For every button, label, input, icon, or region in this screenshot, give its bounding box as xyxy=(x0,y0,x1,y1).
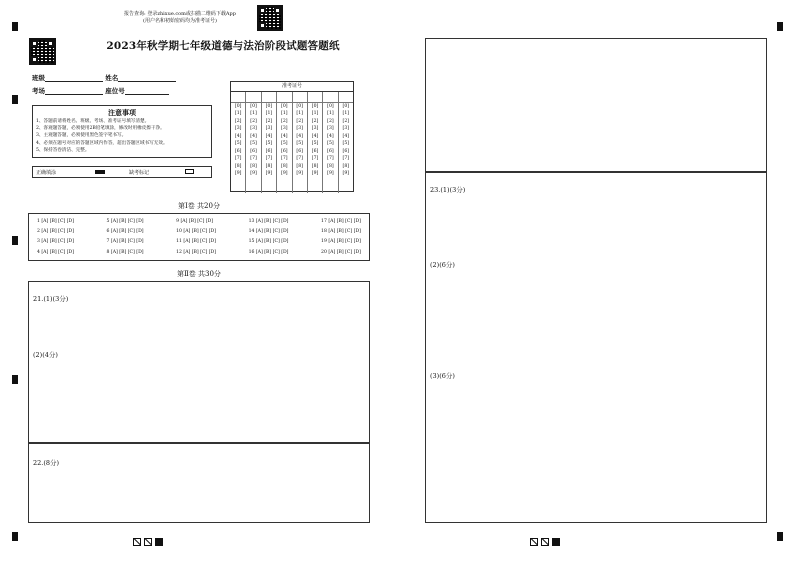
exam-id-bubble[interactable]: [6] xyxy=(327,148,334,154)
exam-id-bubble[interactable]: [4] xyxy=(234,133,242,139)
registration-mark xyxy=(777,22,783,31)
exam-id-columns xyxy=(231,92,353,193)
filled-box-icon xyxy=(552,538,560,546)
mc-question-row[interactable]: 10 [A] [B] [C] [D] xyxy=(176,229,217,235)
exam-id-bubble[interactable]: [6] xyxy=(250,148,257,154)
room-label: 考场 xyxy=(32,87,45,95)
mc-column xyxy=(107,217,144,258)
absent-mark-checkbox[interactable] xyxy=(185,169,194,174)
exam-id-bubble[interactable]: [5] xyxy=(281,141,288,147)
exam-id-bubble[interactable]: [2] xyxy=(311,118,319,124)
qr-code-icon xyxy=(257,5,283,31)
exam-id-bubble[interactable]: [3] xyxy=(250,126,257,132)
header-line-1: 报告查询: 登录zhixue.com或扫描二维码下载App xyxy=(124,11,236,17)
correct-fill-label: 正确填涂 xyxy=(36,170,57,176)
exam-id-write-cell[interactable] xyxy=(262,92,276,103)
mc-question-row[interactable]: 18 [A] [B] [C] [D] xyxy=(321,229,361,235)
exam-id-bubble[interactable]: [4] xyxy=(281,133,288,139)
exam-id-bubble[interactable]: [5] xyxy=(234,141,242,147)
name-field[interactable] xyxy=(118,75,176,82)
mc-question-row[interactable]: 12 [A] [B] [C] [D] xyxy=(176,249,217,255)
exam-id-bubble[interactable]: [2] xyxy=(265,118,273,124)
exam-id-bubble[interactable]: [9] xyxy=(265,170,273,176)
exam-id-bubble[interactable]: [5] xyxy=(311,141,319,147)
exam-id-bubble[interactable]: [1] xyxy=(296,111,303,117)
footer-page-marks xyxy=(530,531,563,550)
exam-id-bubble[interactable]: [4] xyxy=(311,133,319,139)
notice-item: 3、主观题答题，必须使用黑色签字笔书写。 xyxy=(36,133,127,139)
exam-id-bubble[interactable]: [0] xyxy=(327,104,334,109)
registration-mark xyxy=(12,375,18,384)
question-21-2-label: (2)(4分) xyxy=(33,351,58,359)
mc-question-row[interactable]: 2 [A] [B] [C] [D] xyxy=(37,229,74,235)
exam-id-bubble[interactable]: [8] xyxy=(342,163,350,169)
exam-id-bubble[interactable]: [0] xyxy=(234,104,242,109)
mc-question-row[interactable]: 17 [A] [B] [C] [D] xyxy=(321,219,361,224)
mc-question-row[interactable]: 20 [A] [B] [C] [D] xyxy=(321,249,361,255)
question-22-label: 22.(8分) xyxy=(33,459,60,467)
header-line-2: (用户名和初始密码均为准考证号) xyxy=(143,18,217,24)
exam-id-bubble[interactable]: [2] xyxy=(327,118,334,124)
exam-id-bubble[interactable]: [4] xyxy=(296,133,303,139)
exam-id-bubble[interactable]: [9] xyxy=(296,170,303,176)
exam-id-bubble[interactable]: [8] xyxy=(327,163,334,169)
exam-id-bubble[interactable]: [6] xyxy=(296,148,303,154)
exam-id-bubble[interactable]: [4] xyxy=(265,133,273,139)
exam-id-bubble[interactable]: [5] xyxy=(342,141,350,147)
section2-title: 第Ⅱ卷 共30分 xyxy=(177,270,221,278)
exam-id-bubble[interactable]: [4] xyxy=(327,133,334,139)
exam-id-bubble[interactable]: [5] xyxy=(296,141,303,147)
exam-id-column xyxy=(246,92,261,193)
filled-box-icon xyxy=(155,538,163,546)
exam-id-title: 准考证号 xyxy=(231,82,353,92)
mc-column xyxy=(321,217,361,258)
answer-area-21[interactable] xyxy=(28,281,370,443)
exam-id-column xyxy=(308,92,323,193)
exam-id-bubble[interactable]: [9] xyxy=(311,170,319,176)
exam-id-write-cell[interactable] xyxy=(308,92,322,103)
mc-question-row[interactable]: 3 [A] [B] [C] [D] xyxy=(37,239,74,245)
notice-item: 2、客观题答题，必须使用2B铅笔填涂，修改时用橡皮擦干净。 xyxy=(36,126,165,132)
registration-mark xyxy=(12,532,18,541)
exam-id-write-cell[interactable] xyxy=(339,92,353,103)
question-21-1-label: 21.(1)(3分) xyxy=(33,295,69,303)
exam-id-column xyxy=(339,92,353,193)
mc-question-row[interactable]: 5 [A] [B] [C] [D] xyxy=(106,219,144,224)
mc-column xyxy=(37,217,74,258)
mc-question-row[interactable]: 6 [A] [B] [C] [D] xyxy=(106,229,144,235)
exam-id-bubble[interactable]: [8] xyxy=(250,163,257,169)
answer-area-23[interactable] xyxy=(425,172,767,523)
exam-id-bubble[interactable]: [1] xyxy=(265,111,273,117)
seat-field[interactable] xyxy=(125,88,169,95)
exam-id-bubble[interactable]: [3] xyxy=(327,126,334,132)
legend-box xyxy=(32,166,212,178)
exam-id-write-cell[interactable] xyxy=(323,92,337,103)
notice-box xyxy=(32,105,212,158)
exam-id-bubble[interactable]: [2] xyxy=(342,118,350,124)
question-23-2-label: (2)(6分) xyxy=(430,261,455,269)
exam-id-bubble[interactable]: [5] xyxy=(250,141,257,147)
question-23-1-label: 23.(1)(3分) xyxy=(430,186,466,194)
slash-box-icon xyxy=(133,538,141,546)
class-field-row xyxy=(32,73,176,82)
slash-box-icon xyxy=(144,538,152,546)
footer-page-marks xyxy=(133,531,166,550)
exam-id-bubble[interactable]: [0] xyxy=(311,104,319,109)
slash-box-icon xyxy=(541,538,549,546)
exam-id-column xyxy=(323,92,338,193)
registration-mark xyxy=(12,95,18,104)
exam-id-bubble[interactable]: [5] xyxy=(327,141,334,147)
exam-id-bubble[interactable]: [2] xyxy=(250,118,257,124)
exam-id-bubble[interactable]: [4] xyxy=(342,133,350,139)
notice-item: 4、必须在题号对应的答题区域内作答，超出答题区域书写无效。 xyxy=(36,140,168,146)
mc-grid xyxy=(29,214,369,258)
exam-id-bubble[interactable]: [8] xyxy=(281,163,288,169)
section1-title: 第Ⅰ卷 共20分 xyxy=(178,202,220,210)
exam-id-bubble[interactable]: [9] xyxy=(342,170,350,176)
exam-id-bubble[interactable]: [3] xyxy=(342,126,350,132)
exam-id-bubble[interactable]: [8] xyxy=(265,163,273,169)
exam-id-bubble[interactable]: [8] xyxy=(311,163,319,169)
exam-id-bubble[interactable]: [8] xyxy=(296,163,303,169)
exam-id-bubble[interactable]: [8] xyxy=(234,163,242,169)
mc-question-row[interactable]: 9 [A] [B] [C] [D] xyxy=(176,219,214,224)
absent-mark-label: 缺考标记 xyxy=(129,170,150,176)
exam-id-bubble[interactable]: [4] xyxy=(250,133,257,139)
exam-id-bubble[interactable]: [9] xyxy=(234,170,242,176)
exam-id-column xyxy=(262,92,277,193)
exam-id-bubble[interactable]: [9] xyxy=(250,170,257,176)
room-field[interactable] xyxy=(45,88,103,95)
exam-id-bubble[interactable]: [2] xyxy=(296,118,303,124)
exam-id-bubble[interactable]: [2] xyxy=(234,118,242,124)
exam-id-bubble[interactable]: [7] xyxy=(311,156,319,162)
exam-id-bubble[interactable]: [7] xyxy=(281,156,288,162)
exam-id-bubble[interactable]: [1] xyxy=(250,111,257,117)
registration-mark xyxy=(12,236,18,245)
qr-code-icon xyxy=(29,38,56,65)
mc-column xyxy=(249,217,289,258)
mc-question-row[interactable]: 1 [A] [B] [C] [D] xyxy=(37,219,74,224)
exam-id-bubble[interactable]: [3] xyxy=(281,126,288,132)
exam-id-bubble[interactable]: [3] xyxy=(234,126,242,132)
exam-id-bubble[interactable]: [0] xyxy=(342,104,350,109)
exam-id-bubble[interactable]: [1] xyxy=(234,111,242,117)
correct-fill-sample xyxy=(95,170,105,174)
name-label: 姓名 xyxy=(105,74,119,82)
notice-item: 1、答题前请将姓名、班级、考场、准考证号填写清楚。 xyxy=(36,119,150,124)
exam-id-column xyxy=(293,92,308,193)
mc-column xyxy=(176,217,216,258)
exam-id-column xyxy=(277,92,292,193)
exam-id-bubble[interactable]: [1] xyxy=(311,111,319,117)
mc-question-row[interactable]: 16 [A] [B] [C] [D] xyxy=(248,249,289,255)
seat-label: 座位号 xyxy=(105,87,125,95)
mc-question-row[interactable]: 8 [A] [B] [C] [D] xyxy=(106,249,144,255)
mc-question-row[interactable]: 14 [A] [B] [C] [D] xyxy=(248,229,289,235)
mc-question-row[interactable]: 4 [A] [B] [C] [D] xyxy=(37,249,74,255)
exam-id-bubble[interactable]: [3] xyxy=(311,126,319,132)
exam-id-bubble[interactable]: [6] xyxy=(342,148,350,154)
page-title: 2023年秋学期七年级道德与法治阶段试题答题纸 xyxy=(106,40,340,52)
mc-question-row[interactable]: 15 [A] [B] [C] [D] xyxy=(248,239,289,245)
exam-id-bubble[interactable]: [7] xyxy=(327,156,334,162)
exam-id-bubble[interactable]: [0] xyxy=(265,104,273,109)
section1-box xyxy=(28,213,370,261)
exam-id-column xyxy=(231,92,246,193)
exam-id-bubble[interactable]: [6] xyxy=(234,148,242,154)
exam-id-box xyxy=(230,81,354,192)
exam-id-bubble[interactable]: [1] xyxy=(342,111,350,117)
room-field-row xyxy=(32,86,169,95)
exam-id-write-cell[interactable] xyxy=(293,92,307,103)
exam-id-write-cell[interactable] xyxy=(246,92,260,103)
exam-id-bubble[interactable]: [0] xyxy=(281,104,288,109)
exam-id-bubble[interactable]: [7] xyxy=(234,156,242,162)
answer-area-22[interactable] xyxy=(28,443,370,523)
mc-question-row[interactable]: 11 [A] [B] [C] [D] xyxy=(176,239,217,245)
header-info xyxy=(110,11,250,25)
exam-id-bubble[interactable]: [6] xyxy=(311,148,319,154)
exam-id-bubble[interactable]: [7] xyxy=(296,156,303,162)
exam-id-bubble[interactable]: [9] xyxy=(327,170,334,176)
mc-question-row[interactable]: 19 [A] [B] [C] [D] xyxy=(321,239,361,245)
exam-id-bubble[interactable]: [2] xyxy=(281,118,288,124)
exam-id-bubble[interactable]: [3] xyxy=(296,126,303,132)
exam-id-bubble[interactable]: [0] xyxy=(250,104,257,109)
registration-mark xyxy=(777,532,783,541)
exam-id-bubble[interactable]: [5] xyxy=(265,141,273,147)
exam-id-bubble[interactable]: [6] xyxy=(265,148,273,154)
exam-id-bubble[interactable]: [3] xyxy=(265,126,273,132)
exam-id-bubble[interactable]: [0] xyxy=(296,104,303,109)
exam-id-write-cell[interactable] xyxy=(277,92,291,103)
answer-area-continued[interactable] xyxy=(425,38,767,172)
slash-box-icon xyxy=(530,538,538,546)
exam-id-bubble[interactable]: [7] xyxy=(250,156,257,162)
exam-id-bubble[interactable]: [1] xyxy=(327,111,334,117)
exam-id-write-cell[interactable] xyxy=(231,92,245,103)
mc-question-row[interactable]: 13 [A] [B] [C] [D] xyxy=(248,219,289,224)
registration-mark xyxy=(12,22,18,31)
notice-title: 注意事项 xyxy=(108,108,136,117)
question-23-3-label: (3)(6分) xyxy=(430,372,455,380)
class-label: 班级 xyxy=(32,74,45,82)
exam-id-bubble[interactable]: [9] xyxy=(281,170,288,176)
exam-id-bubble[interactable]: [1] xyxy=(281,111,288,117)
exam-id-bubble[interactable]: [7] xyxy=(342,156,350,162)
exam-id-bubble[interactable]: [7] xyxy=(265,156,273,162)
class-field[interactable] xyxy=(45,75,103,82)
notice-item: 5、保持答卷清洁、完整。 xyxy=(36,147,90,153)
exam-id-bubble[interactable]: [6] xyxy=(281,148,288,154)
mc-question-row[interactable]: 7 [A] [B] [C] [D] xyxy=(106,239,144,245)
